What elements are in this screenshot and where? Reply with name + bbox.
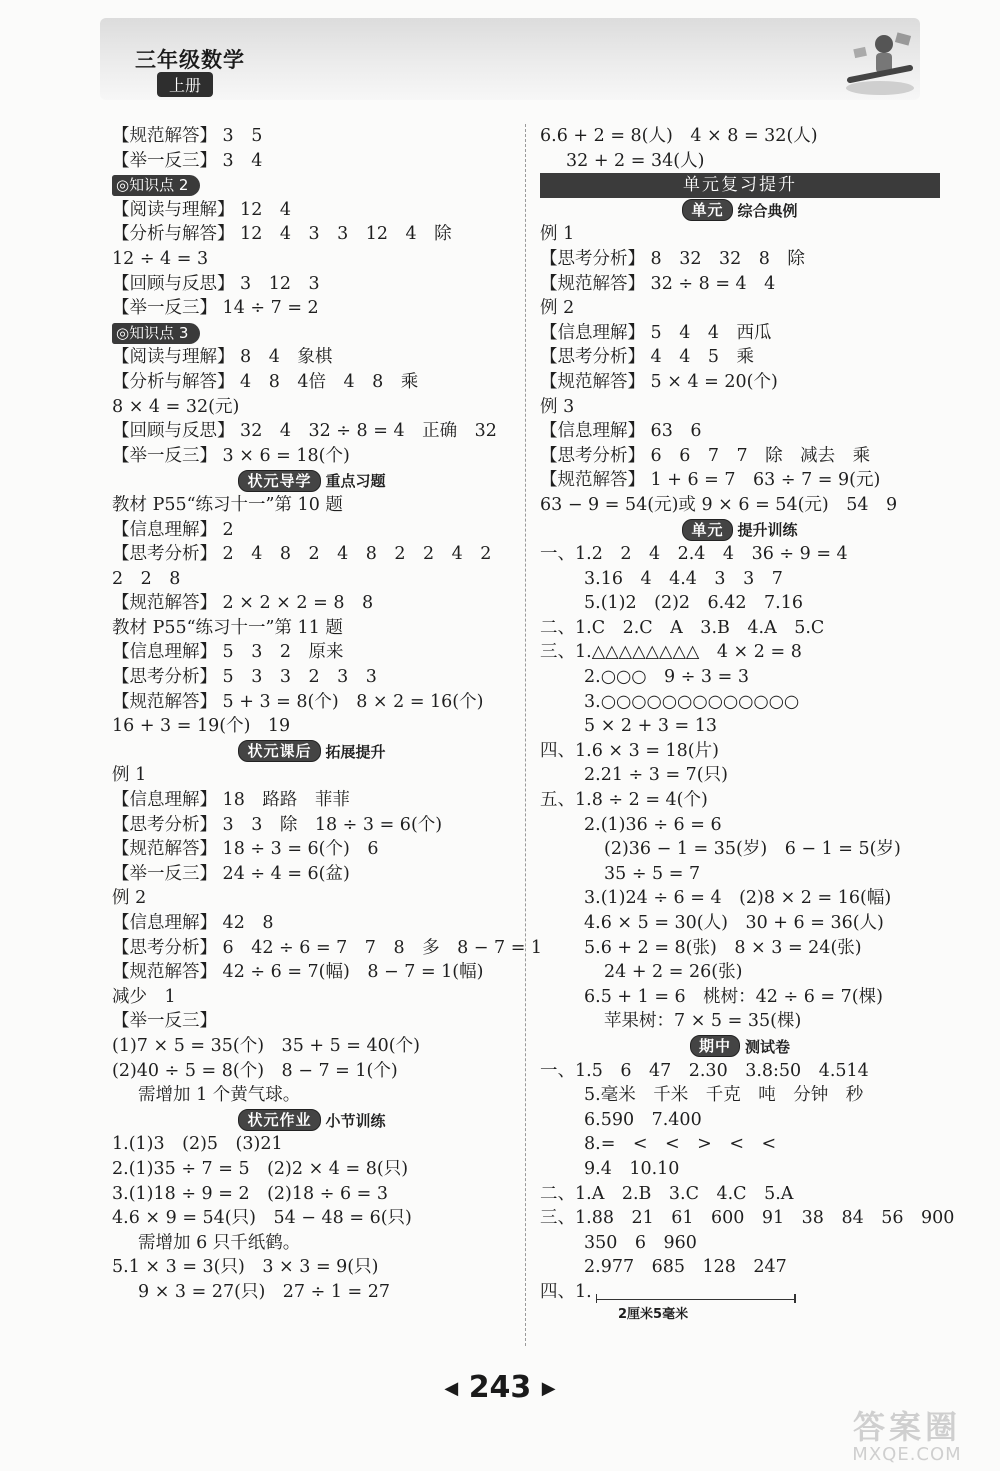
answer-label: 四、1. [540,1281,592,1302]
answer-line: 【阅读与理解】 12 4 [112,199,291,220]
answer-line: 【举一反三】 3 × 6 = 18(个) [112,445,350,466]
answer-line: 【信息理解】 63 6 [540,421,702,442]
answer-line: 6.590 7.400 [584,1109,702,1130]
answer-line: 9 × 3 = 27(只) 27 ÷ 1 = 27 [138,1281,391,1302]
section-heading [540,1034,940,1059]
answer-line: 【举一反三】 [112,1011,217,1032]
section-heading-inner [238,468,385,493]
answer-line: 3.○○○○○○○○○○○○○ [584,691,800,712]
answer-line: 3.(1)24 ÷ 6 = 4 (2)8 × 2 = 16(幅) [584,888,892,909]
answer-line: 例 2 [540,298,575,319]
answer-line: 2.21 ÷ 3 = 7(只) [584,765,728,786]
page-number-text: 243 [468,1370,532,1405]
answer-line: 【规范解答】 5 × 4 = 20(个) [540,371,778,392]
knowledge-point-tag: ◎知识点 2 [112,175,200,196]
answer-line: 24 + 2 = 26(张) [604,962,743,983]
answer-line: 6.6 + 2 = 8(人) 4 × 8 = 32(人) [540,126,818,146]
answer-line: 8 × 4 = 32(元) [112,396,240,417]
answer-line: 四、1.6 × 3 = 18(片) [540,740,719,761]
unit-review-banner: 单元复习提升 [540,173,940,198]
section-heading-inner [682,198,797,223]
knowledge-point-row [112,321,512,346]
section-heading-inner [238,739,385,764]
answer-line: 【举一反三】 24 ÷ 4 = 6(盆) [112,863,350,884]
answer-line: 【信息理解】 5 4 4 西瓜 [540,322,772,343]
section-title: 拓展提升 [325,742,386,761]
answer-line: 【分析与解答】 4 8 4倍 4 8 乘 [112,371,419,392]
section-title: 测试卷 [745,1037,791,1056]
answer-line: 【思考分析】 5 3 3 2 3 3 [112,667,377,688]
answer-line: 1.(1)3 (2)5 (3)21 [112,1134,283,1155]
answer-line: 【信息理解】 42 8 [112,913,274,933]
section-heading [112,1108,512,1133]
answer-line: 二、1.A 2.B 3.C 4.C 5.A [540,1183,794,1204]
answer-line: 【规范解答】 1 + 6 = 7 63 ÷ 7 = 9(元) [540,470,881,491]
answer-line: 教材 P55“练习十一”第 11 题 [112,617,343,638]
section-heading [112,468,512,493]
section-brand-badge: 单元 [682,519,732,541]
answer-line: 【回顾与反思】 3 12 3 [112,273,320,294]
answer-line: 三、1.88 21 61 600 91 38 84 56 900 [540,1208,955,1229]
right-column [540,124,955,1325]
answer-line: 需增加 1 个黄气球。 [138,1085,301,1106]
answer-line: 【信息理解】 2 [112,519,234,540]
answer-line: (2)40 ÷ 5 = 8(个) 8 − 7 = 1(个) [112,1060,398,1081]
answer-line: 35 ÷ 5 = 7 [604,863,701,884]
answer-line: 6.5 + 1 = 6 桃树：42 ÷ 6 = 7(棵) [584,986,883,1007]
knowledge-point-tag: ◎知识点 3 [112,323,200,344]
answer-line: 12 ÷ 4 = 3 [112,248,209,269]
left-column [112,124,543,1305]
section-brand-badge: 期中 [690,1035,740,1057]
answer-line: 【阅读与理解】 8 4 象棋 [112,347,333,368]
knowledge-point-row [112,173,512,198]
answer-line: 【思考分析】 4 4 5 乘 [540,347,754,368]
answer-line: 【分析与解答】 12 4 3 3 12 4 除 [112,224,452,245]
book-title: 三年级数学 [135,48,245,72]
answer-line: 【规范解答】 18 ÷ 3 = 6(个) 6 [112,839,379,860]
answer-line: 2.(1)36 ÷ 6 = 6 [584,814,722,835]
answer-line: 二、1.C 2.C A 3.B 4.A 5.C [540,617,825,638]
answer-line: 【信息理解】 18 路路 菲菲 [112,790,350,811]
section-heading-inner [690,1034,790,1059]
answer-line: 【规范解答】 42 ÷ 6 = 7(幅) 8 − 7 = 1(幅) [112,962,484,983]
watermark [822,1402,992,1464]
section-title: 小节训练 [325,1111,386,1130]
column-divider [525,124,526,1346]
watermark-url: MXQE.COM [852,1444,962,1465]
answer-line: 例 2 [112,888,147,909]
answer-line: 五、1.8 ÷ 2 = 4(个) [540,790,708,811]
answer-line: 5.毫米 千米 千克 吨 分钟 秒 [584,1085,864,1106]
answer-line: 63 − 9 = 54(元)或 9 × 6 = 54(元) 54 9 [540,494,898,515]
line-segment-figure [596,1285,796,1300]
section-heading-inner [238,1108,385,1133]
answer-line: 需增加 6 只千纸鹤。 [138,1232,301,1253]
answer-line: 9.4 10.10 [584,1158,680,1179]
answer-line: 例 1 [540,224,575,245]
answer-line: 例 3 [540,396,575,417]
answer-line: 【回顾与反思】 32 4 32 ÷ 8 = 4 正确 32 [112,421,497,442]
page-number [0,1370,1000,1405]
watermark-logo-text: 答案圈 [852,1408,961,1446]
answer-line: 一、1.5 6 47 2.30 3.8:50 4.514 [540,1060,869,1081]
answer-line: 苹果树：7 × 5 = 35(棵) [604,1011,802,1032]
answer-line: 4.6 × 9 = 54(只) 54 − 48 = 6(只) [112,1208,412,1229]
answer-line: 5.(1)2 (2)2 6.42 7.16 [584,593,803,614]
answer-line: (2)36 − 1 = 35(岁) 6 − 1 = 5(岁) [604,839,901,860]
answer-line: 【举一反三】 3 4 [112,150,263,171]
volume-badge: 上册 [157,72,213,97]
answer-line: 【举一反三】 14 ÷ 7 = 2 [112,298,319,319]
answer-line: 【思考分析】 6 42 ÷ 6 = 7 7 8 多 8 − 7 = 1 [112,937,543,958]
answer-line: 【思考分析】 8 32 32 8 除 [540,248,805,269]
answer-line: (1)7 × 5 = 35(个) 35 + 5 = 40(个) [112,1035,420,1056]
answer-line: 2.977 685 128 247 [584,1257,787,1278]
answer-line: 2 2 8 [112,568,181,589]
section-title: 综合典例 [737,201,798,220]
answer-line: 【信息理解】 5 3 2 原来 [112,642,344,663]
segment-length-label: 2厘米5毫米 [618,1306,689,1322]
answer-line: 3.16 4 4.4 3 3 7 [584,568,783,589]
answer-line: 【思考分析】 3 3 除 18 ÷ 3 = 6(个) [112,814,443,835]
answer-line: 【规范解答】 32 ÷ 8 = 4 4 [540,273,776,294]
section-brand-badge: 状元作业 [238,1109,320,1131]
answer-line: 【思考分析】 2 4 8 2 4 8 2 2 4 2 [112,544,492,565]
answer-line: 2.(1)35 ÷ 7 = 5 (2)2 × 4 = 8(只) [112,1158,409,1179]
answer-line: 2.○○○ 9 ÷ 3 = 3 [584,667,749,688]
section-heading [540,198,940,223]
answer-line: 教材 P55“练习十一”第 10 题 [112,494,343,515]
answer-line: 5.1 × 3 = 3(只) 3 × 3 = 9(只) [112,1257,379,1278]
section-brand-badge: 状元导学 [238,470,320,492]
answer-line: 4.6 × 5 = 30(人) 30 + 6 = 36(人) [584,913,884,933]
section-heading-inner [682,518,797,543]
section-heading [540,518,940,543]
answer-line: 一、1.2 2 4 2.4 4 36 ÷ 9 = 4 [540,544,848,565]
answer-line: 例 1 [112,765,147,786]
answer-line: 【规范解答】 3 5 [112,126,263,146]
next-triangle-icon: ▶ [541,1378,556,1399]
section-brand-badge: 单元 [682,199,732,221]
answer-line: 5.6 + 2 = 8(张) 8 × 3 = 24(张) [584,937,862,958]
answer-line: 减少 1 [112,986,176,1007]
answer-line: 5 × 2 + 3 = 13 [584,716,718,737]
answer-line: 16 + 3 = 19(个) 19 [112,716,291,737]
answer-line: 【规范解答】 5 + 3 = 8(个) 8 × 2 = 16(个) [112,691,484,712]
answer-line: 【规范解答】 2 × 2 × 2 = 8 8 [112,593,374,614]
answer-line: 350 6 960 [584,1232,697,1253]
section-title: 重点习题 [325,472,386,491]
answer-line: 3.(1)18 ÷ 9 = 2 (2)18 ÷ 6 = 3 [112,1183,389,1204]
answer-line [540,1280,940,1305]
section-brand-badge: 状元课后 [238,740,320,762]
prev-triangle-icon: ◀ [444,1378,459,1399]
answer-line: 【思考分析】 6 6 7 7 除 减去 乘 [540,445,871,466]
mascot-illustration-icon [840,30,920,102]
answer-line: 8.= < < > < < [584,1134,777,1155]
answer-line: 三、1.△△△△△△△△ 4 × 2 = 8 [540,642,802,663]
section-title: 提升训练 [737,521,798,540]
answer-line: 32 + 2 = 34(人) [566,150,705,171]
section-heading [112,739,512,764]
